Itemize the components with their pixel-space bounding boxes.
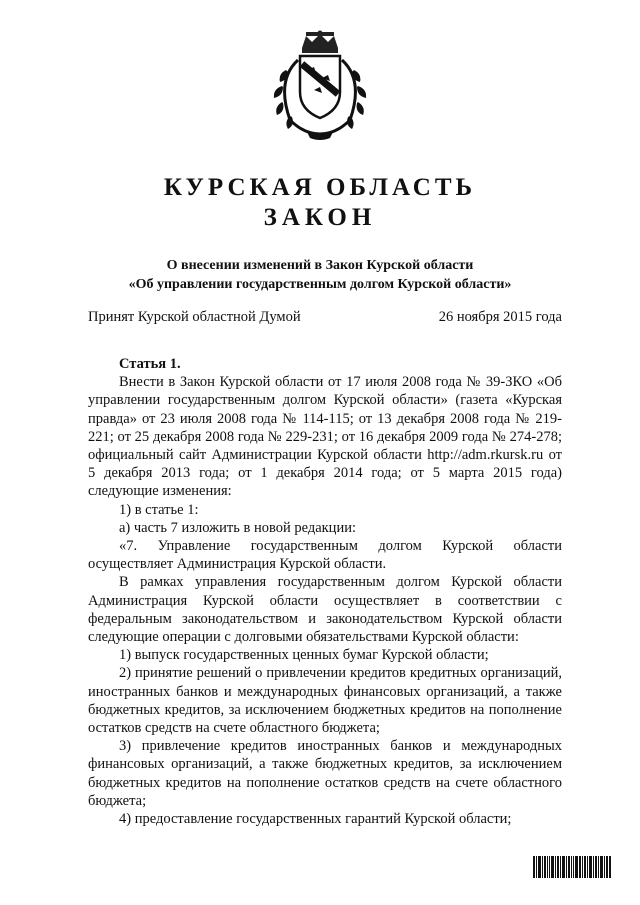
document-type: ЗАКОН bbox=[263, 204, 377, 231]
paragraph: 3) привлечение кредитов иностранных банков и международных финансовых организаций, а также бюджетных кредитов, за исключением бюджетных кредитов на пополнение остатков средств на счете областного бюджета; bbox=[88, 738, 562, 809]
adopted-by: Принят Курской областной Думой bbox=[88, 309, 301, 325]
paragraph: Внести в Закон Курской области от 17 июля 2008 года № 39-ЗКО «Об управлении государственным долгом Курской области» (газета «Курская правда» от 23 июля 2008 года № 114-115; от 13 декабря 2008 года № 219-221; от 25 декабря 2008 года № 229-231; от 16 декабря 2009 года № 274-278; официальный сайт Администрации Курской области http://adm.rkursk.ru от 5 декабря 2013 года; от 1 декабря 2014 года; от 5 марта 2015 года) следующие изменения: bbox=[88, 374, 562, 500]
adoption-date: 26 ноября 2015 года bbox=[438, 309, 562, 325]
paragraph: 4) предоставление государственных гарантий Курской области; bbox=[119, 811, 512, 828]
article-heading: Статья 1. bbox=[119, 356, 181, 372]
barcode-icon bbox=[533, 856, 611, 878]
paragraph: 1) в статье 1: bbox=[119, 501, 199, 518]
paragraph: В рамках управления государственным долгом Курской области Администрация Курской области осуществляет в соответствии с федеральным законодательством и законодательством Курской области следующие операции с долговыми обязательствами Курской области: bbox=[88, 574, 562, 646]
paragraph: а) часть 7 изложить в новой редакции: bbox=[119, 519, 356, 536]
paragraph: «7. Управление государственным долгом Курской области осуществляет Администрация Курской области. bbox=[88, 538, 562, 573]
paragraph: 1) выпуск государственных ценных бумаг Курской области; bbox=[119, 647, 489, 664]
law-subtitle bbox=[0, 256, 640, 294]
law-body bbox=[88, 355, 562, 828]
region-title: КУРСКАЯ ОБЛАСТЬ bbox=[163, 174, 477, 201]
paragraph: 2) принятие решений о привлечении кредитов кредитных организаций, иностранных банков и международных финансовых организаций, а также бюджетных кредитов, за исключением бюджетных кредитов на пополнение остатков средств на счете областного бюджета; bbox=[88, 665, 562, 737]
coat-of-arms-icon bbox=[268, 30, 372, 142]
subtitle-line-2: «Об управлении государственным долгом Курской области» bbox=[128, 277, 512, 292]
subtitle-line-1: О внесении изменений в Закон Курской области bbox=[166, 258, 474, 273]
